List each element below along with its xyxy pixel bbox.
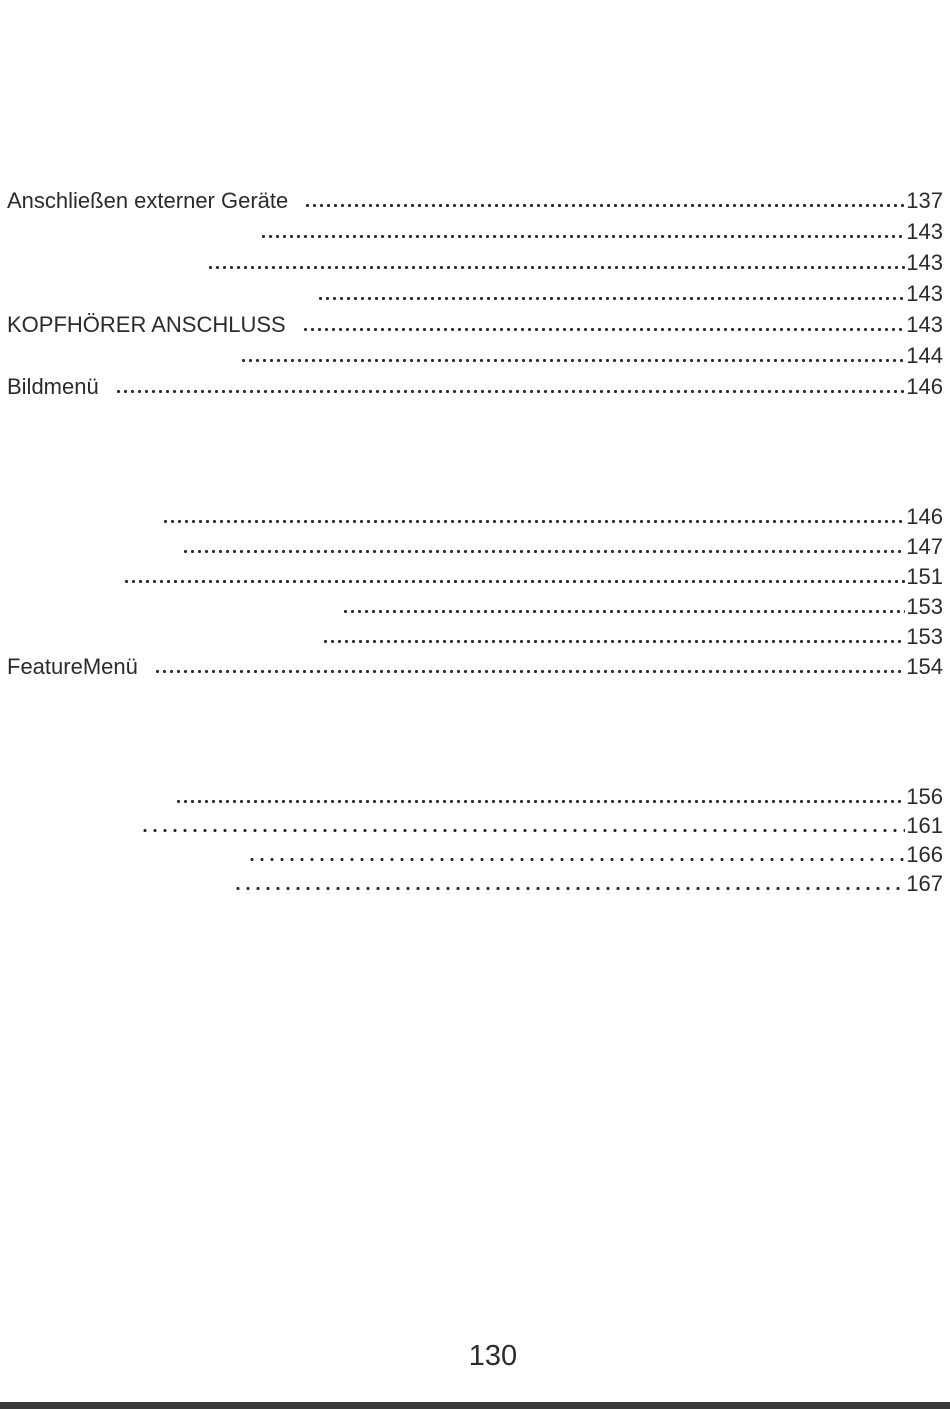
toc-row (7, 276, 943, 307)
dot-leader (247, 858, 905, 861)
dot-leader (182, 550, 905, 553)
toc-section (7, 781, 943, 897)
toc-page-number: 144 (906, 343, 943, 368)
toc-row (7, 500, 943, 530)
toc-page-number: 156 (906, 784, 943, 809)
toc-page-number: 161 (906, 813, 943, 838)
toc-page-number: 151 (906, 564, 943, 589)
dot-leader (123, 580, 905, 583)
toc-page-number: 167 (906, 871, 943, 896)
dot-leader (162, 520, 905, 523)
toc-page-number: 143 (906, 312, 943, 337)
toc-row (7, 530, 943, 560)
dot-leader (322, 640, 905, 643)
toc-page-number: 153 (906, 594, 943, 619)
toc-row (7, 868, 943, 897)
toc-page-number: 166 (906, 842, 943, 867)
toc-row (7, 810, 943, 839)
toc-page-number: 154 (906, 654, 943, 679)
toc-page-number: 143 (906, 281, 943, 306)
dot-leader (115, 390, 906, 393)
dot-leader (140, 829, 905, 832)
dot-leader (304, 204, 905, 207)
toc-row (7, 369, 943, 400)
toc-row (7, 338, 943, 369)
toc-row (7, 650, 943, 680)
toc-page-number: 146 (906, 374, 943, 399)
toc-row (7, 560, 943, 590)
toc-row (7, 245, 943, 276)
toc-entry-label: Anschließen externer Geräte (7, 188, 289, 213)
toc-page-number: 143 (906, 219, 943, 244)
toc-section (7, 500, 943, 680)
toc-row (7, 590, 943, 620)
toc-page-number: 143 (906, 250, 943, 275)
toc-row (7, 214, 943, 245)
toc-page-number: 146 (906, 504, 943, 529)
toc-entry-label: FeatureMenü (7, 654, 138, 679)
dot-leader (240, 359, 905, 362)
footer-page-number: 130 (468, 1340, 518, 1372)
dot-leader (154, 670, 905, 673)
toc-row (7, 839, 943, 868)
bottom-edge-bar (0, 1402, 950, 1409)
dot-leader (342, 610, 905, 613)
toc-page-number: 137 (906, 188, 943, 213)
toc-row (7, 307, 943, 338)
toc-row (7, 781, 943, 810)
dot-leader (260, 235, 905, 238)
toc-page-number: 147 (906, 534, 943, 559)
toc-row (7, 620, 943, 650)
toc-page-number: 153 (906, 624, 943, 649)
dot-leader (233, 887, 905, 890)
toc-entry-label: KOPFHÖRER ANSCHLUSS (7, 312, 286, 337)
toc-section (7, 183, 943, 400)
dot-leader (302, 328, 906, 331)
toc-entry-label: Bildmenü (7, 374, 99, 399)
toc-row (7, 183, 943, 214)
dot-leader (317, 297, 905, 300)
dot-leader (207, 266, 905, 269)
dot-leader (175, 800, 905, 803)
